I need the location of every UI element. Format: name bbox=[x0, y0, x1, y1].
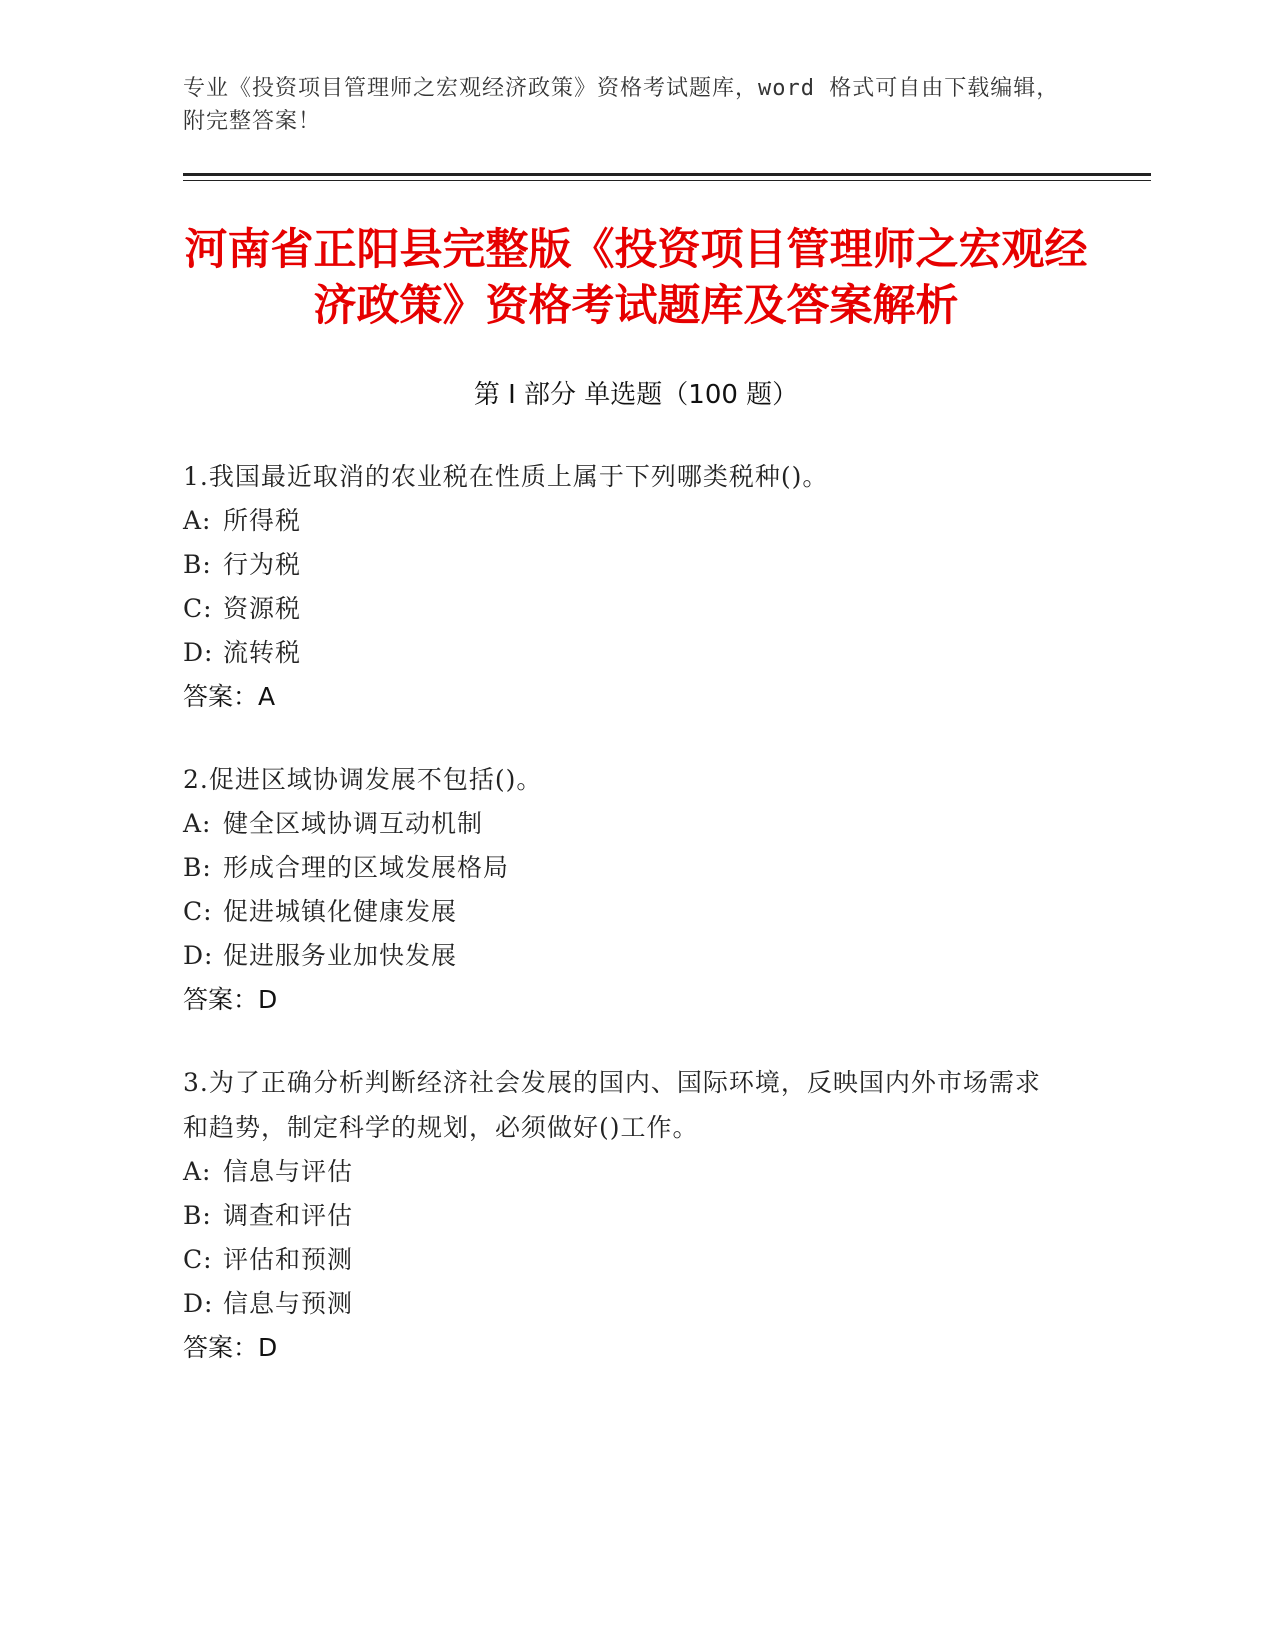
option-b bbox=[183, 846, 1063, 890]
header-divider-thin bbox=[183, 180, 1151, 181]
answer: 答案：D bbox=[183, 1333, 278, 1362]
option-letter: D: bbox=[183, 1289, 214, 1318]
option-text: 信息与预测 bbox=[223, 1289, 354, 1318]
option-c bbox=[183, 587, 1063, 631]
header-divider-thick bbox=[183, 173, 1151, 176]
option-text: 调查和评估 bbox=[223, 1201, 354, 1230]
option-a bbox=[183, 802, 1063, 846]
option-text: 评估和预测 bbox=[223, 1245, 354, 1274]
option-text: 所得税 bbox=[223, 506, 302, 535]
question-stem: 2.促进区域协调发展不包括()。 bbox=[183, 765, 543, 794]
option-letter: D: bbox=[183, 941, 214, 970]
option-d bbox=[183, 631, 1063, 675]
option-letter: A: bbox=[183, 1157, 212, 1186]
answer: 答案：A bbox=[183, 682, 276, 711]
question-list bbox=[183, 454, 1063, 1408]
option-d bbox=[183, 1282, 1063, 1326]
question-stem: 3.为了正确分析判断经济社会发展的国内、国际环境，反映国内外市场需求和趋势，制定科学的规划，必须做好()工作。 bbox=[183, 1068, 1041, 1142]
option-letter: A: bbox=[183, 506, 212, 535]
option-letter: B: bbox=[183, 853, 212, 882]
question-3 bbox=[183, 1060, 1063, 1370]
answer: 答案：D bbox=[183, 985, 278, 1014]
option-text: 信息与评估 bbox=[223, 1157, 354, 1186]
option-c bbox=[183, 890, 1063, 934]
option-a bbox=[183, 499, 1063, 543]
document-title: 河南省正阳县完整版《投资项目管理师之宏观经济政策》资格考试题库及答案解析 bbox=[184, 225, 1088, 331]
option-letter: C: bbox=[183, 897, 213, 926]
section-title: 第 I 部分 单选题（100 题） bbox=[473, 380, 799, 410]
option-a bbox=[183, 1150, 1063, 1194]
question-2 bbox=[183, 757, 1063, 1022]
option-b bbox=[183, 543, 1063, 587]
option-b bbox=[183, 1194, 1063, 1238]
option-letter: B: bbox=[183, 1201, 212, 1230]
option-text: 流转税 bbox=[223, 638, 302, 667]
option-d bbox=[183, 934, 1063, 978]
option-text: 促进服务业加快发展 bbox=[223, 941, 458, 970]
option-letter: C: bbox=[183, 594, 213, 623]
option-letter: A: bbox=[183, 809, 212, 838]
option-text: 资源税 bbox=[223, 594, 302, 623]
option-letter: D: bbox=[183, 638, 214, 667]
option-c bbox=[183, 1238, 1063, 1282]
option-letter: B: bbox=[183, 550, 212, 579]
question-stem: 1.我国最近取消的农业税在性质上属于下列哪类税种()。 bbox=[183, 462, 829, 491]
question-1 bbox=[183, 454, 1063, 719]
option-text: 促进城镇化健康发展 bbox=[223, 897, 458, 926]
option-letter: C: bbox=[183, 1245, 213, 1274]
header-note: 专业《投资项目管理师之宏观经济政策》资格考试题库，word 格式可自由下载编辑，附完整答案！ bbox=[183, 76, 1060, 134]
option-text: 健全区域协调互动机制 bbox=[223, 809, 484, 838]
option-text: 形成合理的区域发展格局 bbox=[223, 853, 510, 882]
option-text: 行为税 bbox=[223, 550, 302, 579]
